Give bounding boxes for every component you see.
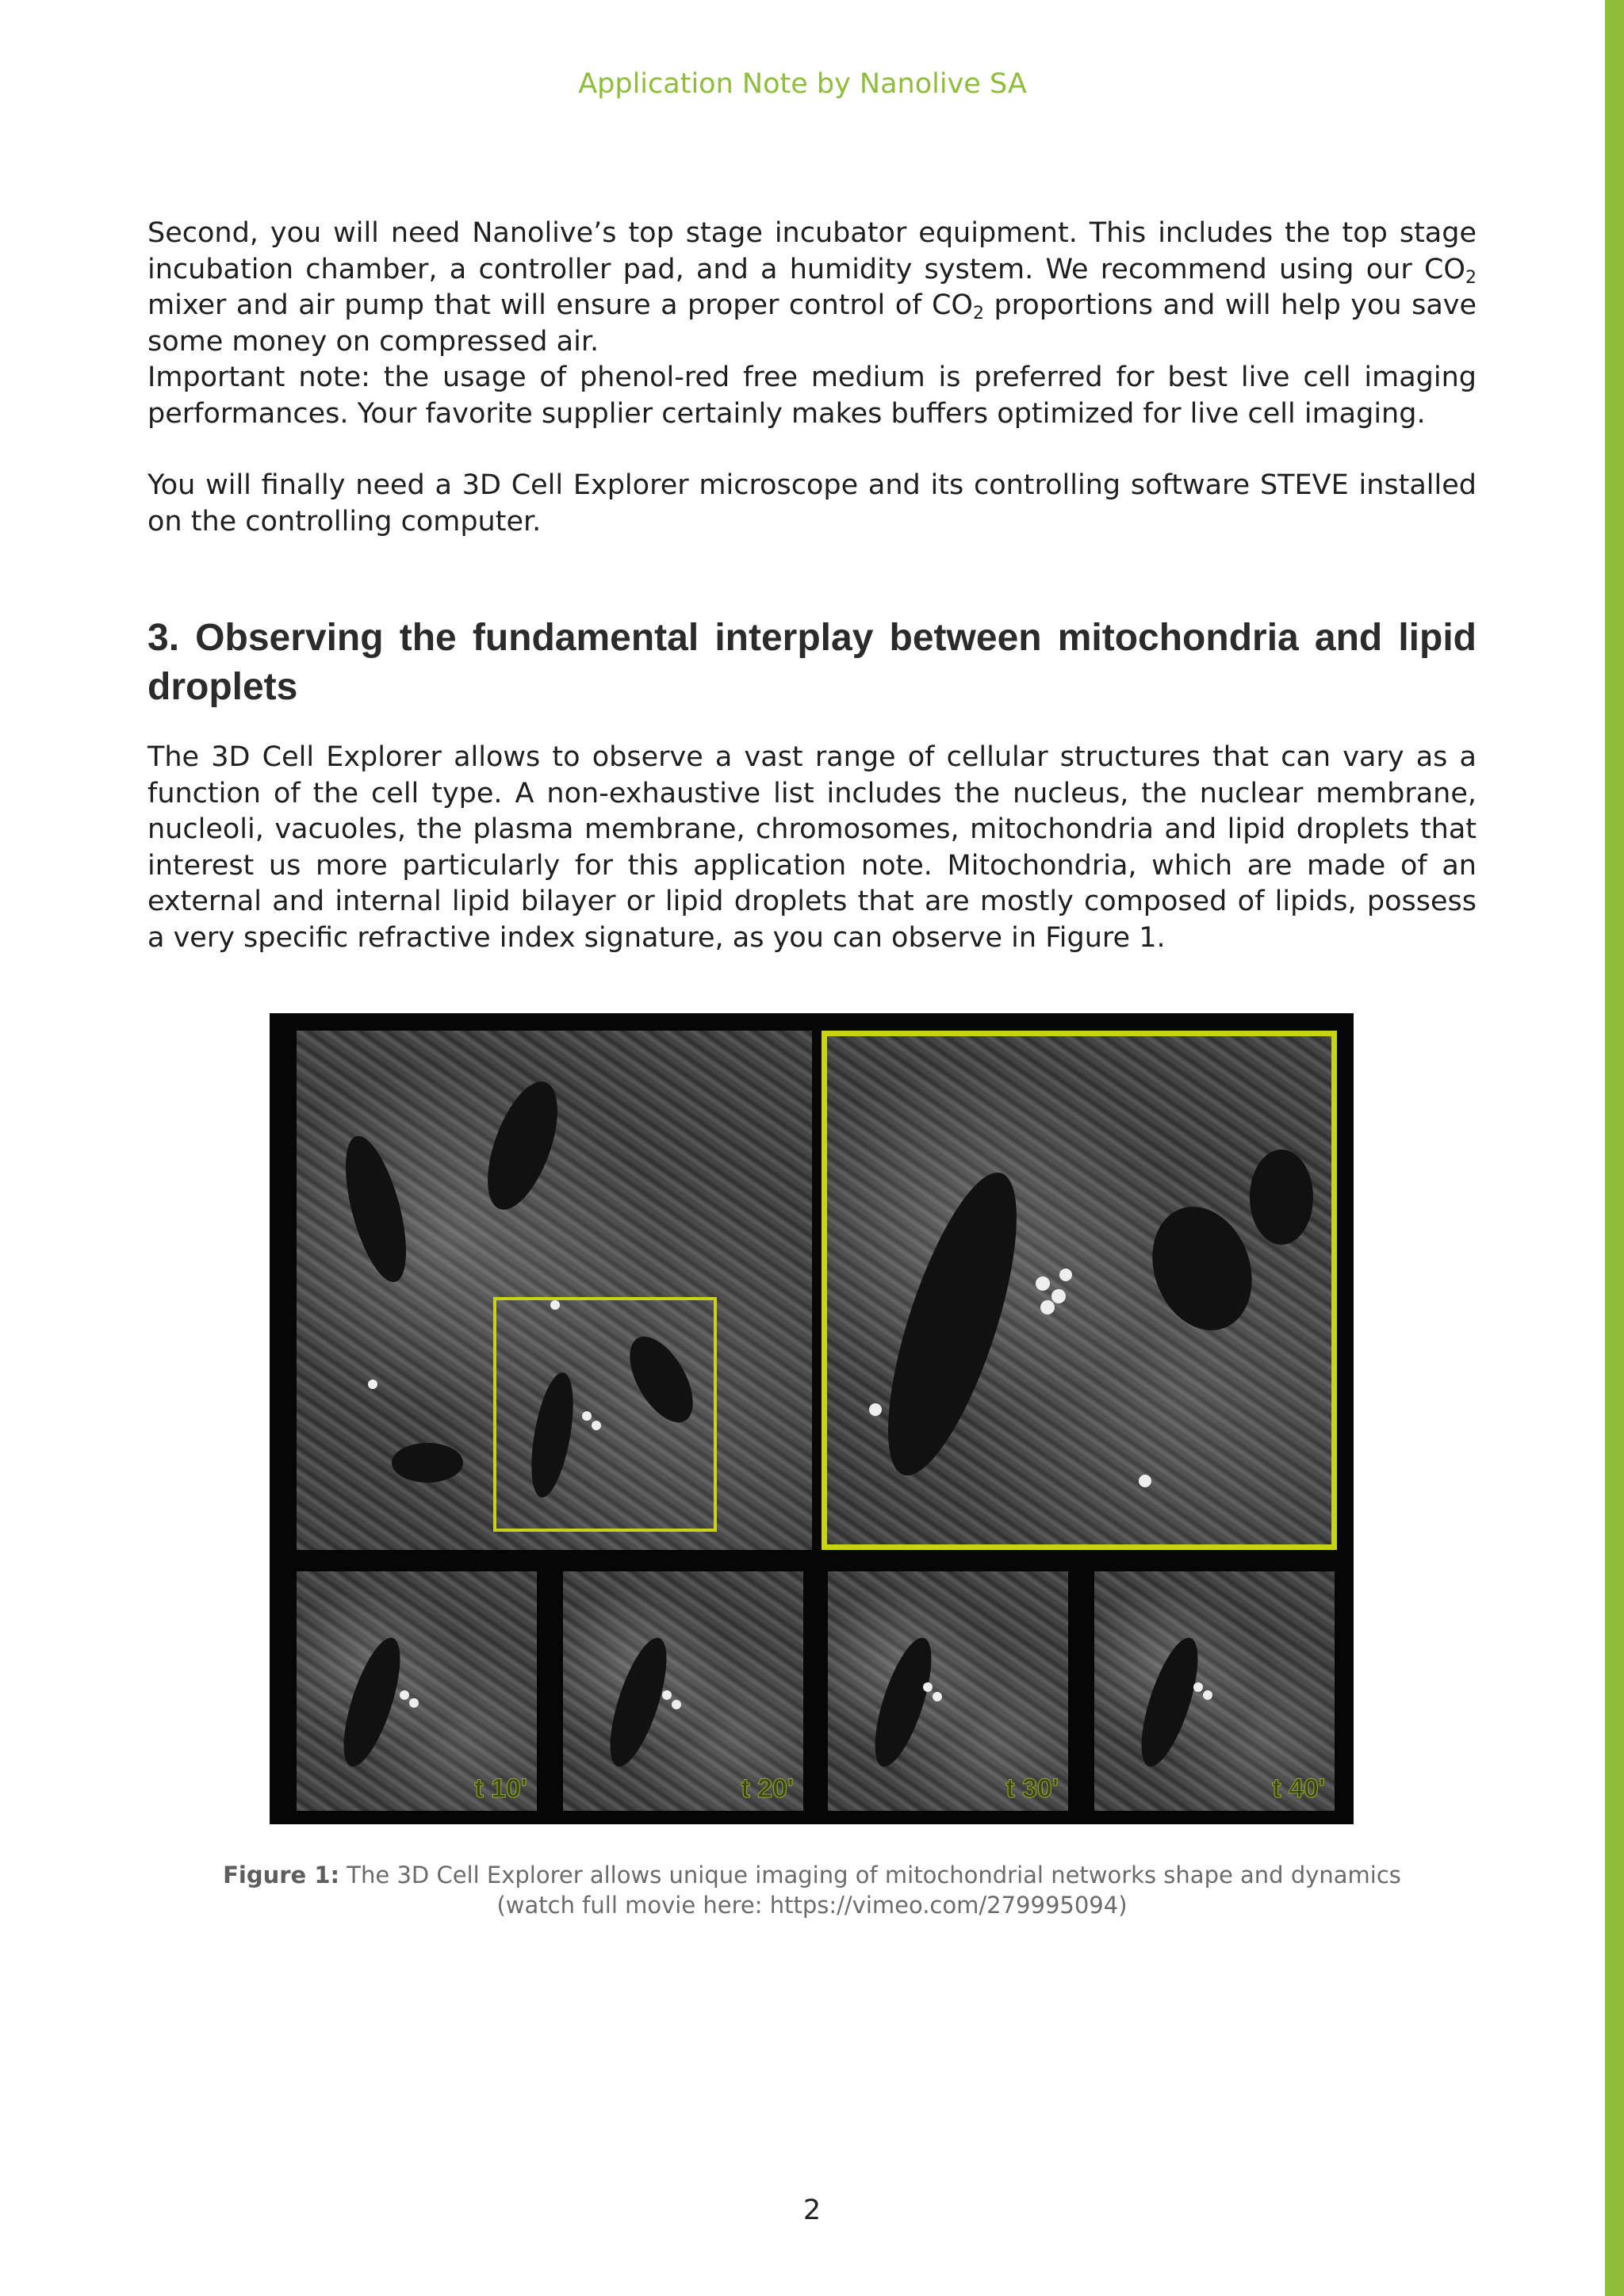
- caption-text: The 3D Cell Explorer allows unique imaging of mitochondrial networks shape and dynamics: [339, 1862, 1401, 1888]
- timelapse-frame-1: [297, 1571, 537, 1811]
- figure-caption: [0, 1860, 1624, 1920]
- section-heading: 3. Observing the fundamental interplay between mitochondria and lipid droplets: [147, 617, 1477, 708]
- section-3: [147, 614, 1477, 956]
- caption-label: Figure 1:: [223, 1862, 340, 1888]
- page-number: 2: [802, 2195, 822, 2226]
- timestamp-label: t 40': [1272, 1774, 1325, 1804]
- intro-section: [147, 216, 1477, 540]
- caption-movie-link: (watch full movie here: https://vimeo.com/279995094): [496, 1892, 1128, 1919]
- timelapse-frame-4: [1094, 1571, 1335, 1811]
- page-header: Application Note by Nanolive SA: [578, 68, 1027, 100]
- paragraph-cell-structures: The 3D Cell Explorer allows to observe a vast range of cellular structures that can vary as a function of the cell type. A non-exhaustive list includes the nucleus, the nuclear membrane, nucleoli, vacuoles, the plasma membrane, chromosomes, mitochondria and lipid droplets that interest us more particularly for this application note. Mitochondria, which are made of an external and internal lipid bilayer or lipid droplets that are mostly composed of lipids, possess a very specific refractive index signature, as you can observe in Figure 1.: [147, 741, 1477, 954]
- timestamp-label: t 20': [741, 1774, 794, 1804]
- region-of-interest-box: [493, 1297, 717, 1532]
- timestamp-label: t 30': [1005, 1774, 1059, 1804]
- overview-image-panel: [297, 1031, 812, 1550]
- figure-microscopy-images: [270, 1013, 1354, 1824]
- timelapse-frame-3: [828, 1571, 1068, 1811]
- paragraph-important-note: Important note: the usage of phenol-red free medium is preferred for best live cell imaging performances. Your favorite supplier certainly makes buffers optimized for live cell imaging.: [147, 362, 1477, 430]
- zoomed-image-panel: [822, 1031, 1337, 1550]
- timelapse-frame-2: [563, 1571, 803, 1811]
- paragraph-microscope: You will finally need a 3D Cell Explorer microscope and its controlling software STEVE installed on the controlling computer.: [147, 469, 1477, 538]
- accent-sidebar-stripe: [1605, 0, 1624, 2296]
- paragraph-equipment: Second, you will need Nanolive’s top stage incubator equipment. This includes the top stage incubation chamber, a controller pad, and a humidity system. We recommend using our $CO_2$ mixer and air pump that will ensure a proper control of $CO_2$ proportions and will help you save some money on compressed air.: [147, 217, 1477, 358]
- timestamp-label: t 10': [474, 1774, 527, 1804]
